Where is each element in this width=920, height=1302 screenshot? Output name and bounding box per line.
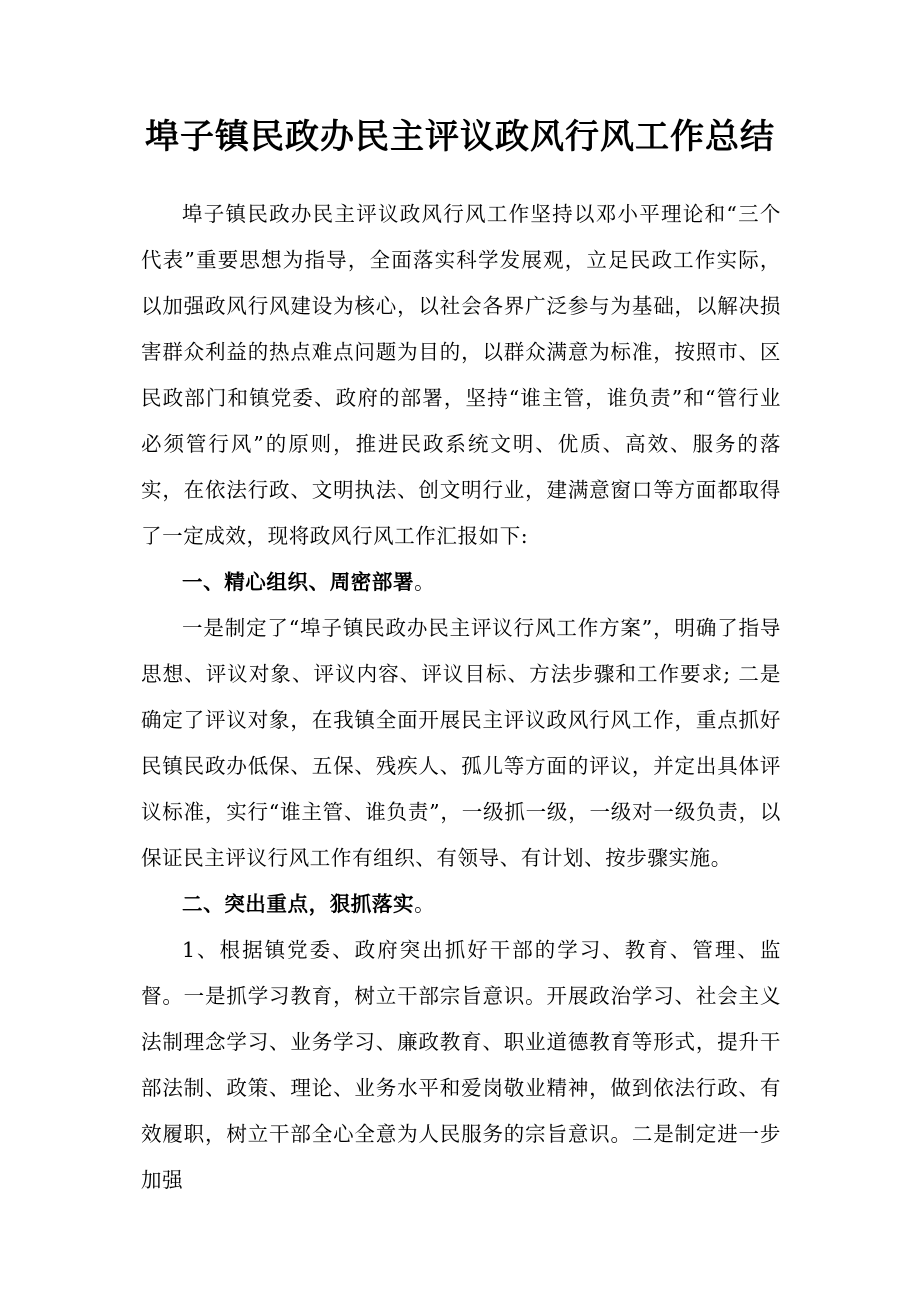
section-2-heading-text: 二、突出重点，狠抓落实 xyxy=(182,892,415,916)
section-1-heading xyxy=(141,559,781,605)
document-body xyxy=(141,191,781,1203)
document-title: 埠子镇民政办民主评议政风行风工作总结 xyxy=(145,117,775,157)
intro-paragraph: 埠子镇民政办民主评议政风行风工作坚持以邓小平理论和“三个代表”重要思想为指导，全面落实科学发展观，立足民政工作实际，以加强政风行风建设为核心，以社会各界广泛参与为基础，以解决损害群众利益的热点难点问题为目的，以群众满意为标准，按照市、区民政部门和镇党委、政府的部署，坚持“谁主管，谁负责”和“管行业必须管行风”的原则，推进民政系统文明、优质、高效、服务的落实，在依法行政、文明执法、创文明行业，建满意窗口等方面都取得了一定成效，现将政风行风工作汇报如下: xyxy=(141,202,781,548)
section-1-paragraph: 一是制定了“埠子镇民政办民主评议行风工作方案”，明确了指导思想、评议对象、评议内容、评议目标、方法步骤和工作要求; 二是确定了评议对象，在我镇全面开展民主评议政风行风工作，重点抓好民镇民政办低保、五保、残疾人、孤儿等方面的评议，并定出具体评议标准，实行“谁主管、谁负责”，一级抓一级，一级对一级负责，以保证民主评议行风工作有组织、有领导、有计划、按步骤实施。 xyxy=(141,616,781,870)
section-1-heading-text: 一、精心组织、周密部署 xyxy=(182,570,415,594)
section-2-heading-end: 。 xyxy=(414,892,436,916)
section-1-heading-end: 。 xyxy=(414,570,436,594)
section-2-heading xyxy=(141,881,781,927)
section-2-paragraph: 1、根据镇党委、政府突出抓好干部的学习、教育、管理、监督。一是抓学习教育，树立干部宗旨意识。开展政治学习、社会主义法制理念学习、业务学习、廉政教育、职业道德教育等形式，提升干部法制、政策、理论、业务水平和爱岗敬业精神，做到依法行政、有效履职，树立干部全心全意为人民服务的宗旨意识。二是制定进一步加强 xyxy=(141,938,781,1192)
